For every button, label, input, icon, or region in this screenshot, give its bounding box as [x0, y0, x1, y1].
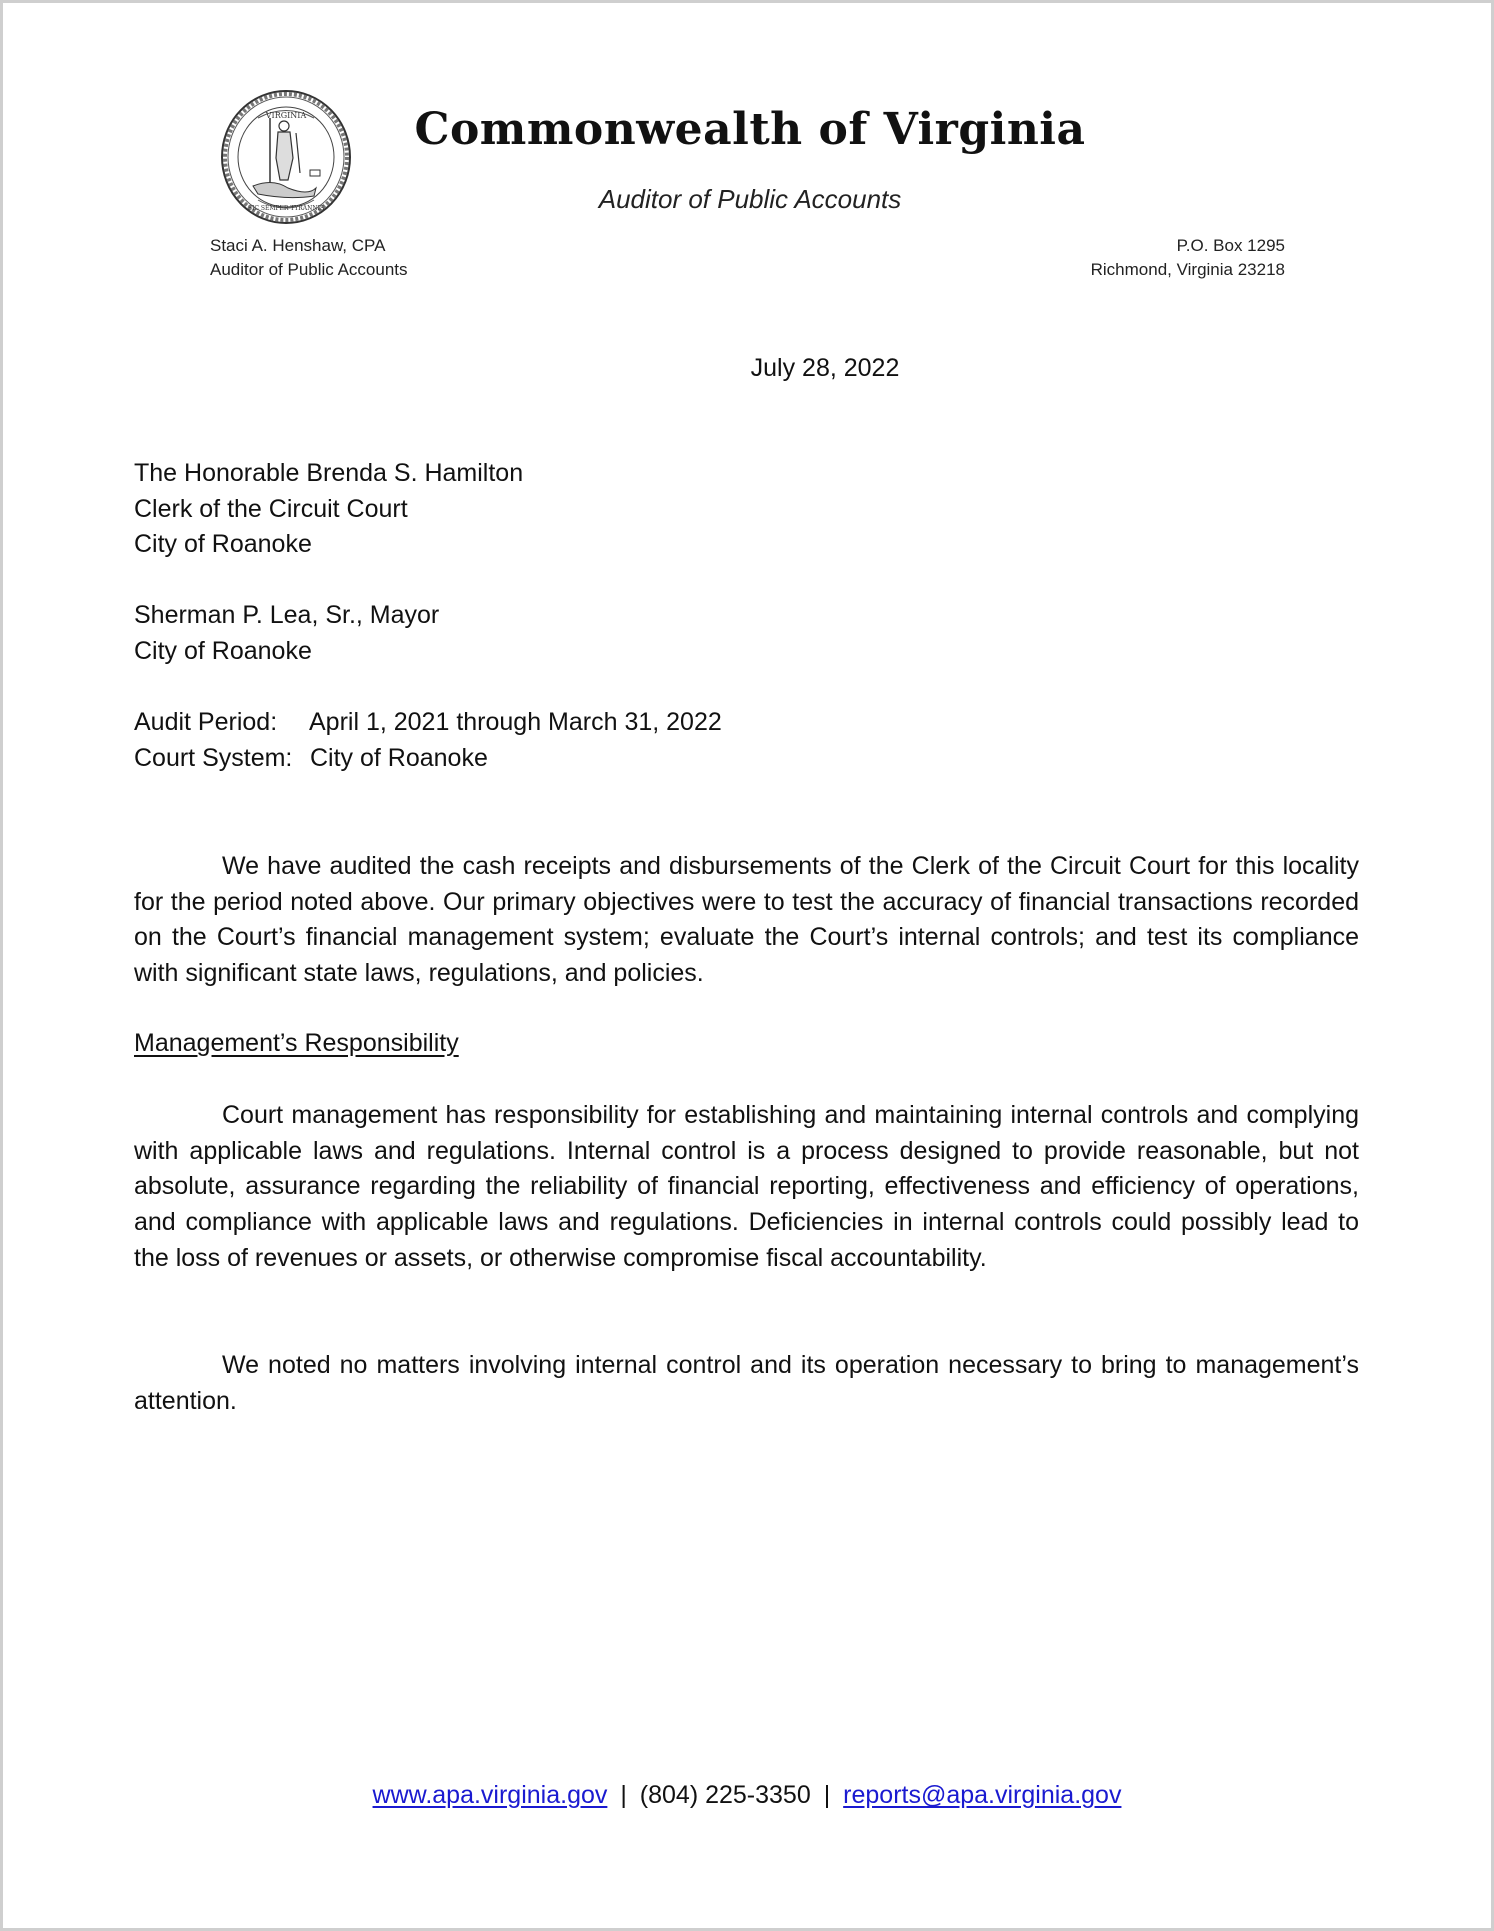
paragraph-text: We noted no matters involving internal control and its operation necessary to bring to management’s attention. [134, 1351, 1359, 1415]
footer-separator: | [823, 1781, 831, 1809]
recipient-line: Clerk of the Circuit Court [134, 494, 408, 523]
website-link[interactable]: www.apa.virginia.gov [372, 1781, 608, 1809]
court-system-row [134, 741, 722, 777]
svg-text:SIC SEMPER TYRANNIS: SIC SEMPER TYRANNIS [247, 205, 325, 212]
virginia-seal-icon [218, 88, 354, 226]
recipient-line: City of Roanoke [134, 530, 312, 559]
paragraph-management-responsibility [134, 1098, 1359, 1277]
recipient-line: City of Roanoke [134, 636, 312, 665]
paragraph-conclusion [134, 1348, 1359, 1419]
letter-date: July 28, 2022 [750, 354, 900, 382]
auditor-name: Staci A. Henshaw, CPA [210, 236, 386, 255]
paragraph-text: Court management has responsibility for establishing and maintaining internal controls and complying with applicable laws and regulations. Internal control is a process designed to provide reasonable, but not absolute, assurance regarding the reliability of financial reporting, effectiveness and efficiency of operations, and compliance with applicable laws and regulations. Deficiencies in internal controls could possibly lead to the loss of revenues or assets, or otherwise compromise fiscal accountability. [134, 1101, 1359, 1272]
paragraph-text: We have audited the cash receipts and disbursements of the Clerk of the Circuit Court for this locality for the period noted above. Our primary objectives were to test the accuracy of financial transactions recorded on the Court’s financial management system; evaluate the Court’s internal controls; and test its compliance with significant state laws, regulations, and policies. [134, 852, 1359, 988]
paragraph-audit-scope [134, 849, 1359, 992]
section-heading: Management’s Responsibility [134, 1029, 459, 1057]
mailing-address [1091, 234, 1285, 282]
auditor-info [210, 234, 408, 282]
court-system-label: Court System: [134, 743, 293, 772]
address-line-2: Richmond, Virginia 23218 [1090, 260, 1285, 279]
recipient-line: Sherman P. Lea, Sr., Mayor [134, 601, 440, 629]
court-system-value: City of Roanoke [310, 743, 488, 772]
audit-period-label: Audit Period: [134, 708, 278, 736]
recipient-block-1 [134, 456, 523, 563]
auditor-position: Auditor of Public Accounts [210, 260, 408, 279]
phone-number: (804) 225-3350 [639, 1781, 811, 1809]
recipient-block-2 [134, 598, 439, 669]
letterhead-subtitle: Auditor of Public Accounts [598, 184, 902, 214]
audit-period-value: April 1, 2021 through March 31, 2022 [309, 708, 722, 736]
audit-period-row [134, 705, 722, 741]
svg-text:VIRGINIA: VIRGINIA [265, 111, 307, 120]
audit-meta [134, 705, 722, 776]
letterhead-title: Commonwealth of Virginia [414, 104, 1086, 155]
footer [0, 1778, 1494, 1812]
recipient-line: The Honorable Brenda S. Hamilton [134, 459, 524, 487]
footer-separator: | [620, 1781, 627, 1809]
address-line-1: P.O. Box 1295 [1176, 236, 1285, 255]
email-link[interactable]: reports@apa.virginia.gov [843, 1781, 1122, 1809]
